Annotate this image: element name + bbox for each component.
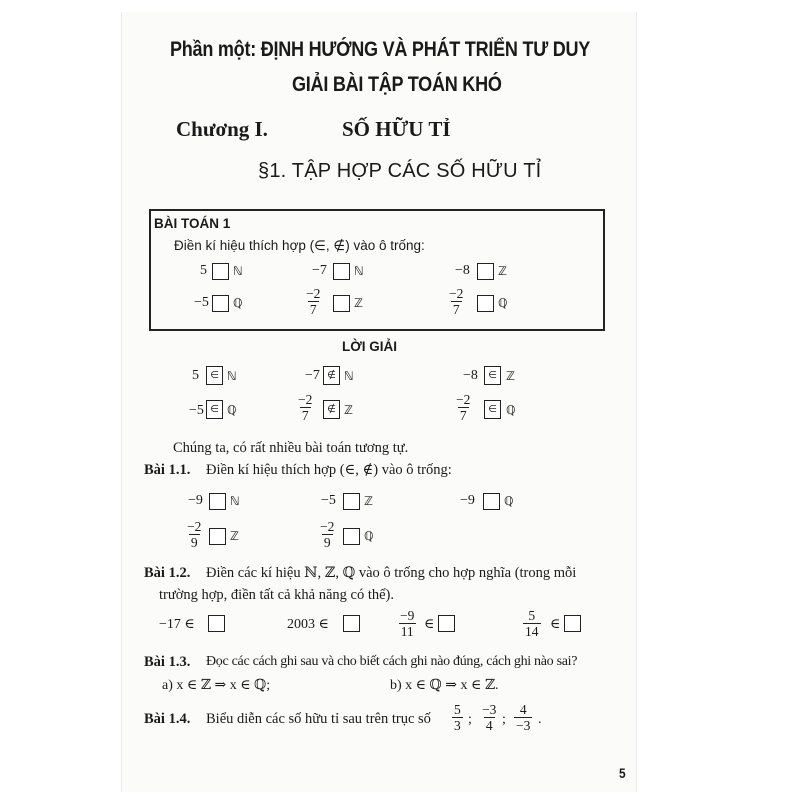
- solution-value: −5: [189, 403, 204, 418]
- fraction-denominator: 11: [400, 624, 414, 639]
- remark-text: Chúng ta, có rất nhiều bài toán tương tự.: [173, 440, 409, 456]
- exercise-label: Bài 1.3.: [144, 654, 191, 670]
- separator: ;: [468, 712, 472, 727]
- fraction: [447, 286, 465, 317]
- answer-box[interactable]: [564, 615, 581, 632]
- exercise-text: Biểu diễn các số hữu tỉ sau trên trục số: [206, 711, 431, 727]
- answer-box[interactable]: [208, 615, 225, 632]
- exercise-value: −9: [188, 493, 203, 508]
- solution-box: ∉: [323, 400, 340, 419]
- fraction: [318, 519, 336, 550]
- exercise-label: Bài 1.4.: [144, 711, 191, 727]
- fraction: [452, 702, 463, 733]
- exercise-value: −5: [321, 493, 336, 508]
- statement-b: b) x ∈ ℚ ⇒ x ∈ ℤ.: [390, 678, 499, 693]
- set-symbol: ℚ: [504, 494, 514, 508]
- answer-box[interactable]: [438, 615, 455, 632]
- set-symbol: ℕ: [233, 264, 243, 278]
- fraction-denominator: −3: [516, 718, 531, 733]
- exercise-item: 2003 ∈: [287, 617, 329, 632]
- set-symbol: ℤ: [506, 369, 515, 383]
- fraction: [304, 286, 322, 317]
- element-of-symbol: ∈: [424, 617, 435, 632]
- solution-box: ∈: [484, 400, 501, 419]
- fraction: [454, 392, 472, 423]
- solution-box: ∈: [206, 366, 223, 385]
- element-of-symbol: ∈: [550, 617, 561, 632]
- solution-box: ∈: [206, 400, 223, 419]
- section-title: §1. TẬP HỢP CÁC SỐ HỮU TỈ: [258, 160, 542, 182]
- set-symbol: ℕ: [227, 369, 237, 383]
- fraction-denominator: 7: [309, 302, 317, 317]
- fraction: [523, 608, 541, 639]
- problem-value: 5: [200, 263, 207, 278]
- exercise-value: −9: [460, 493, 475, 508]
- fraction-numerator: −2: [456, 392, 471, 407]
- fraction-numerator: −2: [187, 519, 202, 534]
- answer-box[interactable]: [333, 263, 350, 280]
- exercise-label: Bài 1.1.: [144, 462, 191, 478]
- answer-box[interactable]: [209, 493, 226, 510]
- set-symbol: ℕ: [230, 494, 240, 508]
- problem-value: −5: [194, 295, 209, 310]
- fraction-denominator: 14: [525, 624, 539, 639]
- solution-box: ∈: [484, 366, 501, 385]
- book-page: [122, 12, 636, 792]
- separator: .: [538, 712, 542, 727]
- exercise-text-line2: trường hợp, điền tất cả khả năng có thể).: [159, 587, 394, 603]
- set-symbol: ℚ: [227, 403, 237, 417]
- exercise-label: Bài 1.2.: [144, 565, 191, 581]
- fraction-denominator: 9: [323, 535, 331, 550]
- answer-box[interactable]: [209, 528, 226, 545]
- fraction: [398, 608, 416, 639]
- answer-box[interactable]: [343, 615, 360, 632]
- set-symbol: ℚ: [506, 403, 516, 417]
- statement-a: a) x ∈ ℤ ⇒ x ∈ ℚ;: [162, 678, 271, 693]
- exercise-text: Điền kí hiệu thích hợp (∈, ∉) vào ô trống:: [206, 462, 452, 478]
- problem-instruction: Điền kí hiệu thích hợp (∈, ∉) vào ô trống:: [174, 238, 425, 253]
- fraction: [296, 392, 314, 423]
- exercise-item: −17 ∈: [159, 617, 195, 632]
- solution-value: 5: [192, 368, 199, 383]
- separator: ;: [502, 712, 506, 727]
- answer-box[interactable]: [333, 295, 350, 312]
- set-symbol: ℤ: [364, 494, 373, 508]
- part-title-line2: GIẢI BÀI TẬP TOÁN KHÓ: [292, 73, 502, 96]
- fraction-denominator: 9: [190, 535, 198, 550]
- fraction: [480, 702, 498, 733]
- problem-value: −7: [312, 263, 327, 278]
- fraction-numerator: −2: [449, 286, 464, 301]
- set-symbol: ℕ: [344, 369, 354, 383]
- answer-box[interactable]: [212, 295, 229, 312]
- answer-box[interactable]: [483, 493, 500, 510]
- fraction-numerator: 4: [519, 702, 527, 717]
- fraction: [514, 702, 532, 733]
- fraction-numerator: −2: [298, 392, 313, 407]
- exercise-text-line1: Điền các kí hiệu ℕ, ℤ, ℚ vào ô trống cho hợp nghĩa (trong mỗi: [206, 565, 577, 581]
- answer-box[interactable]: [343, 528, 360, 545]
- set-symbol: ℤ: [344, 403, 353, 417]
- fraction-denominator: 7: [301, 408, 309, 423]
- fraction: [185, 519, 203, 550]
- fraction-numerator: 5: [454, 702, 461, 717]
- set-symbol: ℚ: [233, 296, 243, 310]
- fraction-numerator: 5: [528, 608, 536, 623]
- chapter-label: Chương I.: [176, 117, 268, 141]
- exercise-text: Đọc các cách ghi sau và cho biết cách ghi nào đúng, cách ghi nào sai?: [206, 654, 578, 669]
- set-symbol: ℤ: [230, 529, 239, 543]
- fraction-numerator: −2: [306, 286, 321, 301]
- set-symbol: ℤ: [498, 264, 507, 278]
- answer-box[interactable]: [343, 493, 360, 510]
- problem-value: −8: [455, 263, 470, 278]
- solution-value: −7: [305, 368, 320, 383]
- answer-box[interactable]: [477, 295, 494, 312]
- fraction-numerator: −2: [320, 519, 335, 534]
- answer-box[interactable]: [477, 263, 494, 280]
- set-symbol: ℤ: [354, 296, 363, 310]
- set-symbol: ℕ: [354, 264, 364, 278]
- fraction-denominator: 7: [459, 408, 467, 423]
- page-number: 5: [619, 765, 626, 781]
- part-title-line1: Phần một: ĐỊNH HƯỚNG VÀ PHÁT TRIỂN TƯ DUY: [170, 38, 591, 61]
- fraction-numerator: −3: [482, 702, 497, 717]
- solution-title: LỜI GIẢI: [342, 339, 398, 354]
- fraction-denominator: 4: [485, 718, 493, 733]
- fraction-denominator: 3: [454, 718, 461, 733]
- solution-value: −8: [463, 368, 478, 383]
- set-symbol: ℚ: [498, 296, 508, 310]
- solution-box: ∉: [323, 366, 340, 385]
- fraction-numerator: −9: [400, 608, 415, 623]
- answer-box[interactable]: [212, 263, 229, 280]
- fraction-denominator: 7: [452, 302, 460, 317]
- problem-title: BÀI TOÁN 1: [154, 216, 231, 231]
- set-symbol: ℚ: [364, 529, 374, 543]
- chapter-name: SỐ HỮU TỈ: [342, 117, 451, 141]
